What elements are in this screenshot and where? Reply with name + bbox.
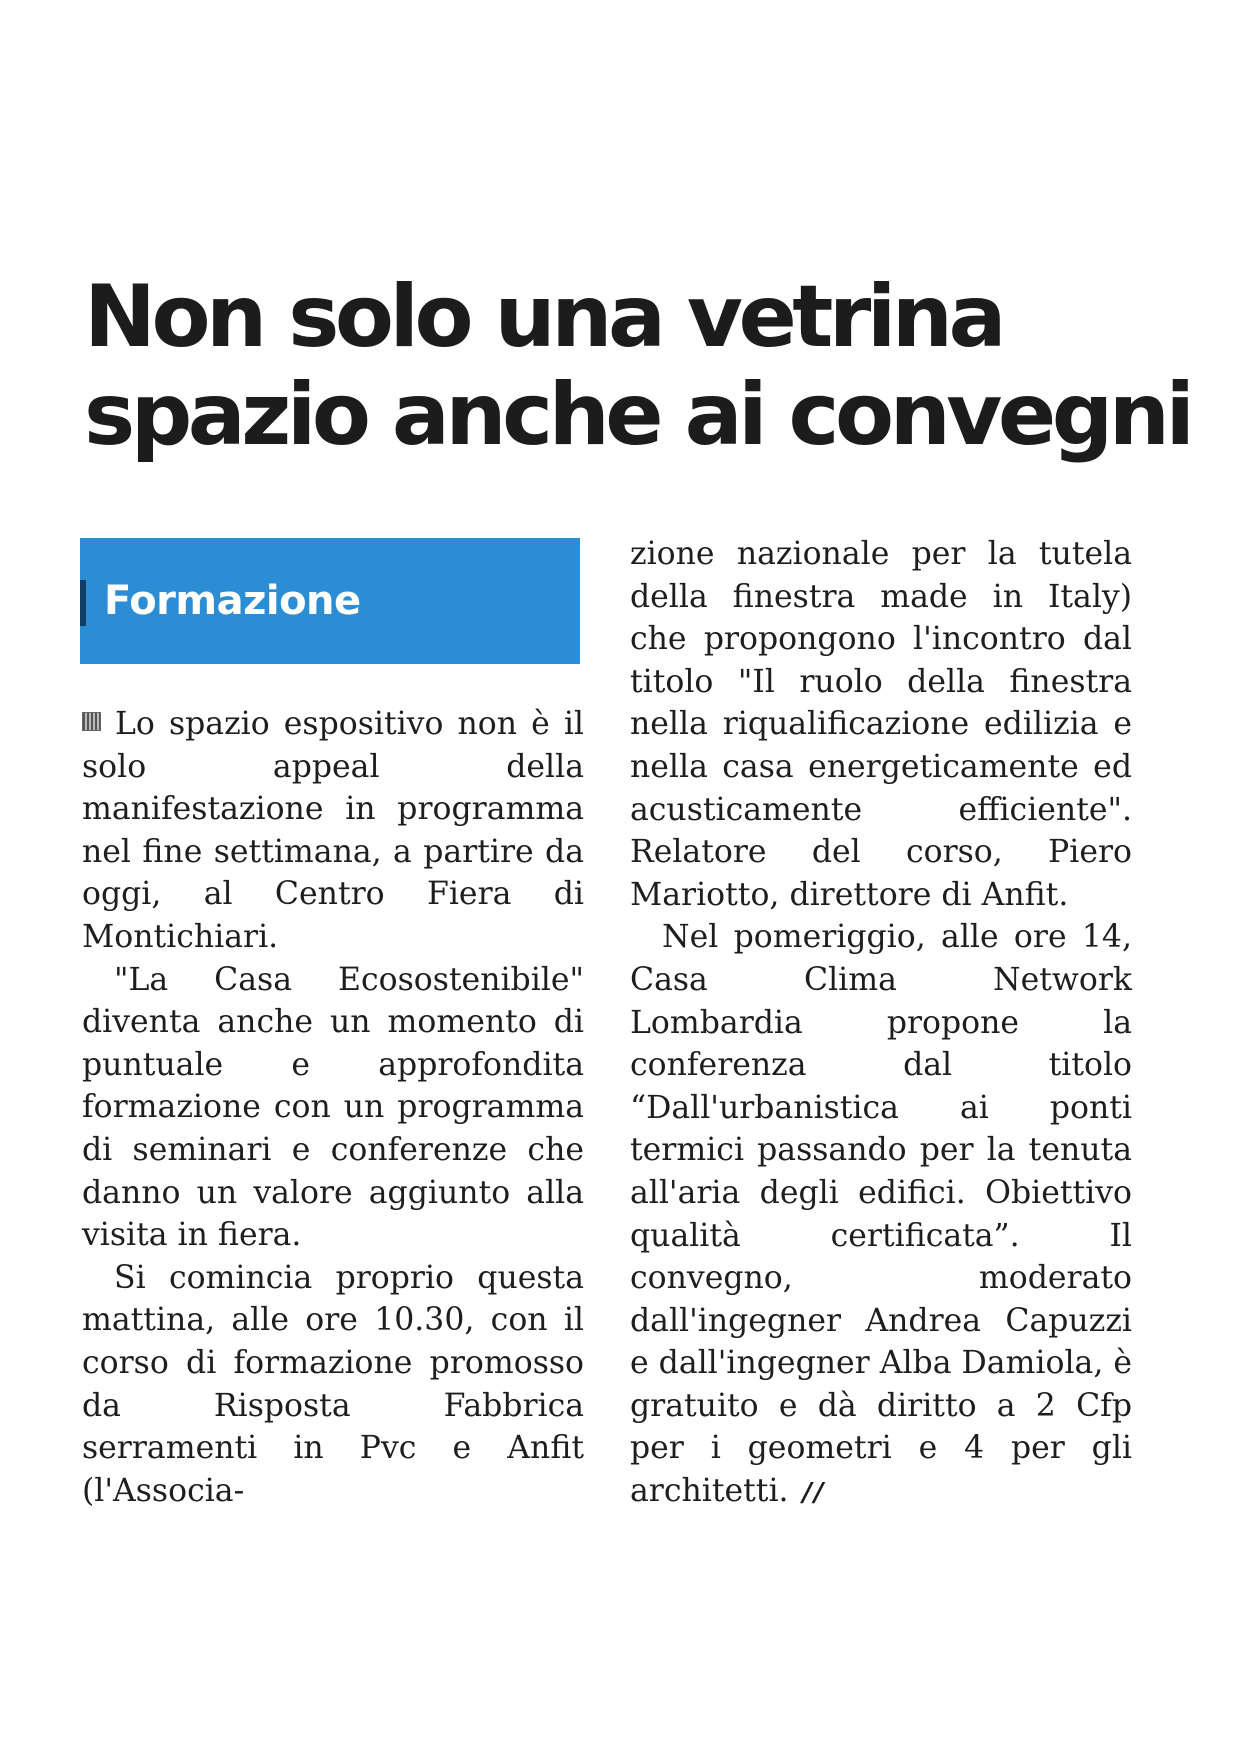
- paragraph-4: [630, 916, 1132, 1514]
- paragraph-1-text: Lo spazio espositivo non è il solo appeal della manifestazione in programma nel fine settimana, a partire da oggi, al Centro Fiera di Montichiari.: [82, 706, 584, 955]
- headline-line-2: spazio anche ai convegni: [84, 365, 1191, 465]
- end-of-article-mark: //: [802, 1478, 826, 1509]
- bullet-square-icon: [82, 712, 101, 731]
- paragraph-3: Si comincia proprio questa mattina, alle ore 10.30, con il corso di formazione promosso da Risposta Fabbrica serramenti in Pvc e Anfit (l'Associa-: [82, 1259, 584, 1509]
- headline-line-1: Non solo una vetrina: [84, 267, 1003, 367]
- headline: [84, 267, 1191, 465]
- section-label-box: [80, 538, 580, 664]
- column-right: [630, 533, 1132, 1515]
- paragraph-4-text: Nel pomeriggio, alle ore 14, Casa Clima Network Lombardia propone la conferenza dal titolo “Dall'urbanistica ai ponti termici passando per la tenuta all'aria degli edifici. Obiettivo qualità certificata”. Il convegno, moderato dall'ingegner Andrea Capuzzi e dall'ingegner Alba Damiola, è gratuito e dà diritto a 2 Cfp per i geometri e 4 per gli architetti.: [630, 919, 1132, 1510]
- section-label-accent-bar: [80, 580, 86, 626]
- section-label: Formazione: [104, 578, 361, 624]
- paragraph-1: [82, 703, 584, 959]
- paragraph-2: "La Casa Ecosostenibile" diventa anche un momento di puntuale e approfondita formazione con un programma di seminari e conferenze che danno un valore aggiunto alla visita in fiera.: [82, 961, 584, 1254]
- paragraph-3-continued: zione nazionale per la tutela della finestra made in Italy) che propongono l'incontro dal titolo "Il ruolo della finestra nella riqualificazione edilizia e nella casa energeticamente ed acusticamente efficiente". Relatore del corso, Piero Mariotto, direttore di Anfit.: [630, 536, 1132, 913]
- column-left: [82, 703, 584, 1512]
